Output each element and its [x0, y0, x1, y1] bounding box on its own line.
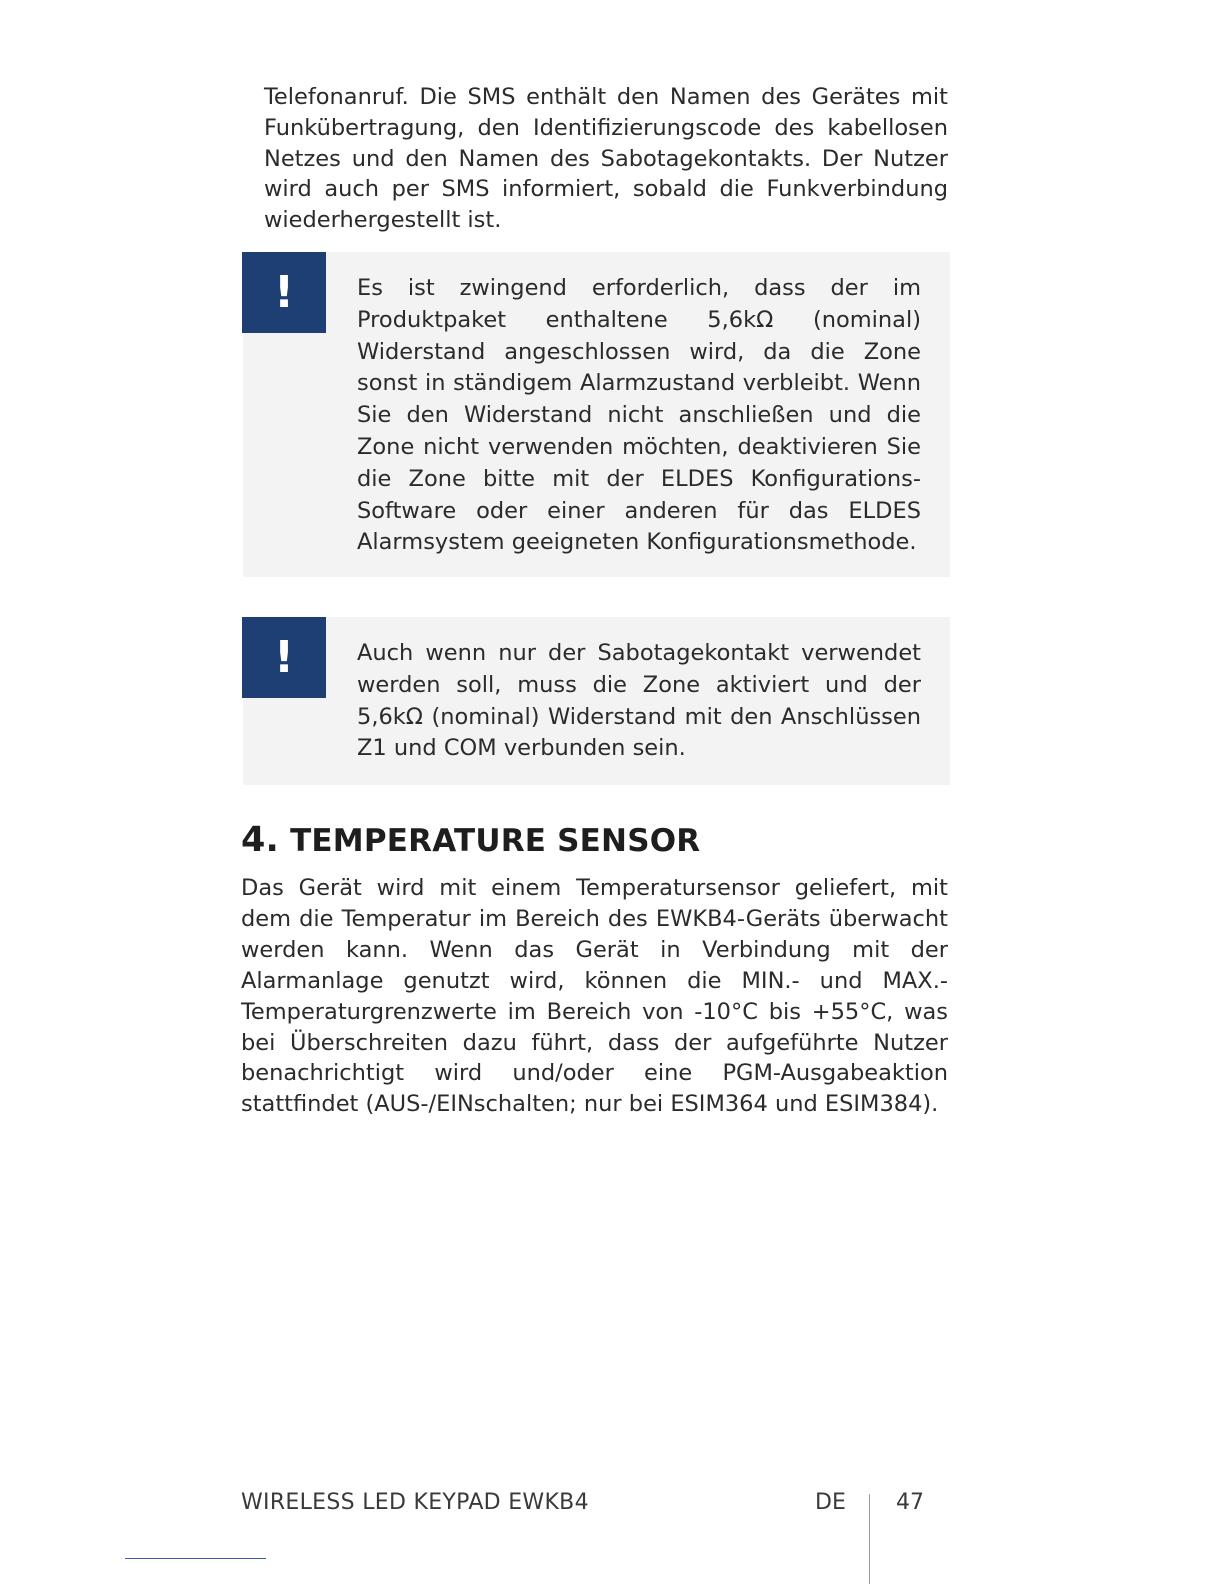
notice-text: Auch wenn nur der Sabotagekontakt verwendet werden soll, muss die Zone aktiviert und der 5,6kΩ (nominal) Widerstand mit den Anschlüssen Z1 und COM verbunden sein. [357, 640, 921, 762]
notice-text: Es ist zwingend erforderlich, dass der im Produktpaket enthaltene 5,6kΩ (nominal) Widerstand angeschlossen wird, da die Zone sonst in ständigem Alarmzustand verbleibt. Wenn Sie den Widerstand nicht anschließen und die Zone nicht verwenden möchten, deaktivieren Sie die Zone bitte mit der ELDES Konfigurations-Software oder einer anderen für das ELDES Alarmsystem geeigneten Konfigurationsmethode. [357, 275, 921, 556]
intro-paragraph: Telefonanruf. Die SMS enthält den Namen des Gerätes mit Funkübertragung, den Identifizierungscode des kabellosen Netzes und den Namen des Sabotagekontakts. Der Nutzer wird auch per SMS informiert, sobald die Funkverbindung wiederhergestellt ist. [264, 84, 948, 234]
section-body: Das Gerät wird mit einem Temperatursensor geliefert, mit dem die Temperatur im Bereich des EWKB4-Geräts überwacht werden kann. Wenn das Gerät in Verbindung mit der Alarmanlage genutzt wird, können die MIN.- und MAX.-Temperaturgrenzwerte im Bereich von -10°C bis +55°C, was bei Überschreiten dazu führt, dass der aufgeführte Nutzer benachrichtigt wird und/oder eine PGM-Ausgabeaktion stattfindet (AUS-/EINschalten; nur bei ESIM364 und ESIM384). [241, 875, 948, 1118]
footer-document-title: WIRELESS LED KEYPAD EWKB4 [241, 1490, 589, 1515]
page-number: 47 [896, 1490, 924, 1515]
section-heading [241, 820, 700, 860]
section-title: TEMPERATURE SENSOR [290, 823, 701, 859]
section-number: 4. [241, 820, 280, 860]
footer-language: DE [815, 1490, 846, 1515]
warning-icon: ! [242, 252, 326, 333]
notice-box-resistor [243, 252, 950, 577]
notice-box-tamper [243, 617, 950, 785]
warning-icon: ! [242, 617, 326, 698]
corner-rule [125, 1558, 266, 1559]
footer-divider [869, 1494, 870, 1584]
